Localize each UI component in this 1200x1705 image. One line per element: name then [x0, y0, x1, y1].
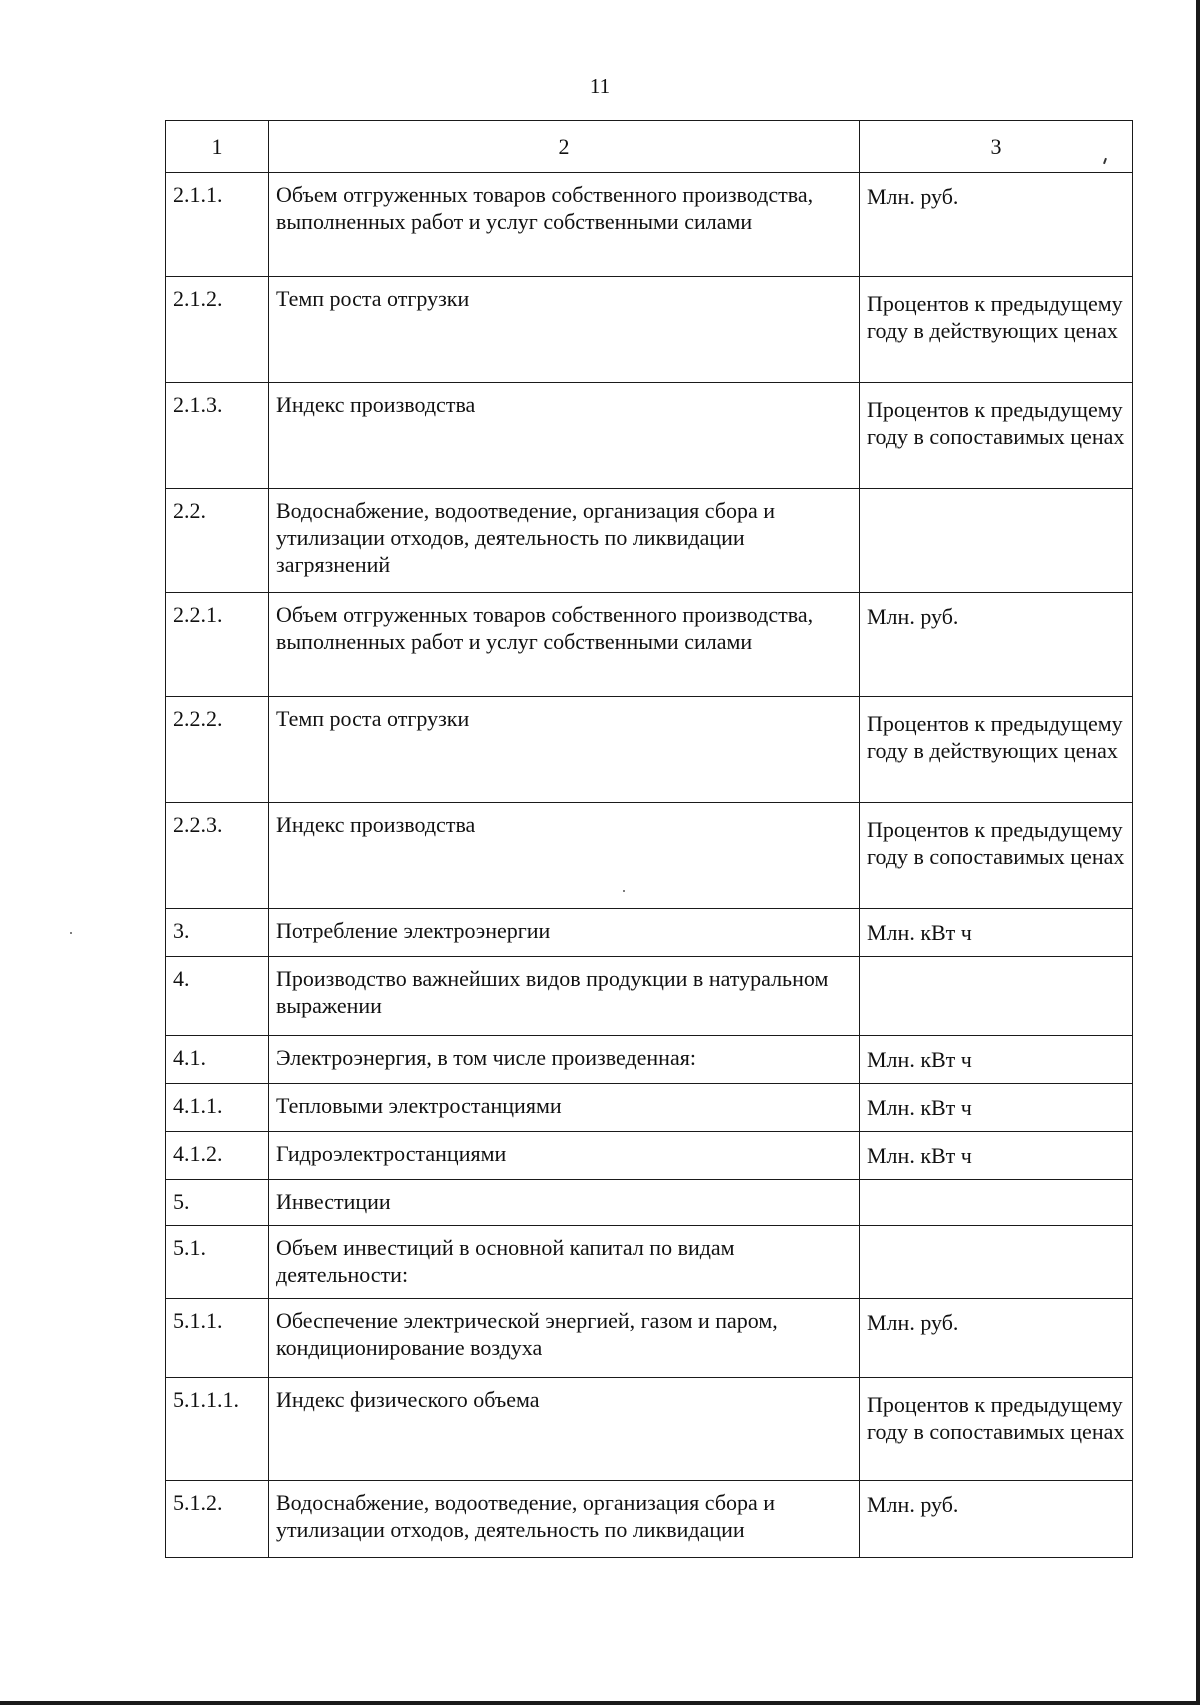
column-header: 2 — [269, 121, 860, 173]
table-row — [166, 1132, 1133, 1180]
row-indicator: Индекс производства — [269, 383, 860, 489]
page-edge-right — [1196, 0, 1200, 1705]
table-row — [166, 277, 1133, 383]
row-number: 2.1.3. — [166, 383, 269, 489]
row-indicator: Водоснабжение, водоотведение, организация сбора и утилизации отходов, деятельность по ликвидации — [269, 1481, 860, 1558]
row-indicator: Темп роста отгрузки — [269, 697, 860, 803]
row-unit: Процентов к предыдущему году в сопоставимых ценах — [860, 1378, 1133, 1481]
row-unit — [860, 1180, 1133, 1226]
row-indicator: Электроэнергия, в том числе произведенная: — [269, 1036, 860, 1084]
row-indicator: Объем инвестиций в основной капитал по видам деятельности: — [269, 1226, 860, 1299]
table-row — [166, 1481, 1133, 1558]
row-unit: Процентов к предыдущему году в сопоставимых ценах — [860, 803, 1133, 909]
page-edge-bottom — [0, 1701, 1200, 1705]
column-header: 3 — [860, 121, 1133, 173]
row-number: 2.2.3. — [166, 803, 269, 909]
table-row — [166, 1226, 1133, 1299]
row-number: 5.1.1.1. — [166, 1378, 269, 1481]
row-number: 3. — [166, 909, 269, 957]
row-indicator: Темп роста отгрузки — [269, 277, 860, 383]
row-unit: Млн. кВт ч — [860, 1132, 1133, 1180]
row-indicator: Обеспечение электрической энергией, газом и паром, кондиционирование воздуха — [269, 1299, 860, 1378]
row-unit: Млн. руб. — [860, 173, 1133, 277]
row-unit — [860, 489, 1133, 593]
row-number: 5. — [166, 1180, 269, 1226]
table-row — [166, 383, 1133, 489]
table-header-row — [166, 121, 1133, 173]
row-indicator: Гидроэлектростанциями — [269, 1132, 860, 1180]
row-indicator: Водоснабжение, водоотведение, организация сбора и утилизации отходов, деятельность по ликвидации загрязнений — [269, 489, 860, 593]
row-number: 4.1. — [166, 1036, 269, 1084]
row-indicator: Индекс производства — [269, 803, 860, 909]
row-unit: Млн. кВт ч — [860, 909, 1133, 957]
table-row — [166, 803, 1133, 909]
table-row — [166, 1299, 1133, 1378]
row-number: 5.1. — [166, 1226, 269, 1299]
row-number: 5.1.1. — [166, 1299, 269, 1378]
page-number: 11 — [589, 74, 611, 98]
row-unit: Млн. кВт ч — [860, 1036, 1133, 1084]
table-row — [166, 1180, 1133, 1226]
table-row — [166, 1036, 1133, 1084]
row-number: 2.1.1. — [166, 173, 269, 277]
column-header: 1 — [166, 121, 269, 173]
row-unit — [860, 957, 1133, 1036]
row-number: 2.1.2. — [166, 277, 269, 383]
row-unit: Процентов к предыдущему году в действующих ценах — [860, 697, 1133, 803]
row-unit: Процентов к предыдущему году в сопоставимых ценах — [860, 383, 1133, 489]
row-unit — [860, 1226, 1133, 1299]
table-row — [166, 909, 1133, 957]
row-number: 4.1.2. — [166, 1132, 269, 1180]
row-indicator: Потребление электроэнергии — [269, 909, 860, 957]
row-indicator: Объем отгруженных товаров собственного производства, выполненных работ и услуг собственными силами — [269, 173, 860, 277]
table-row — [166, 489, 1133, 593]
table-row — [166, 593, 1133, 697]
row-unit: Млн. руб. — [860, 1481, 1133, 1558]
row-number: 5.1.2. — [166, 1481, 269, 1558]
row-indicator: Объем отгруженных товаров собственного производства, выполненных работ и услуг собственными силами — [269, 593, 860, 697]
table-row — [166, 1378, 1133, 1481]
table-row — [166, 697, 1133, 803]
row-number: 4.1.1. — [166, 1084, 269, 1132]
row-indicator: Инвестиции — [269, 1180, 860, 1226]
table-row — [166, 957, 1133, 1036]
row-unit: Млн. руб. — [860, 593, 1133, 697]
row-unit: Млн. кВт ч — [860, 1084, 1133, 1132]
indicators-table — [165, 120, 1133, 1558]
row-number: 4. — [166, 957, 269, 1036]
table-row — [166, 173, 1133, 277]
row-unit: Млн. руб. — [860, 1299, 1133, 1378]
row-number: 2.2. — [166, 489, 269, 593]
row-number: 2.2.1. — [166, 593, 269, 697]
scan-speck — [70, 932, 72, 934]
row-indicator: Индекс физического объема — [269, 1378, 860, 1481]
row-indicator: Тепловыми электростанциями — [269, 1084, 860, 1132]
row-indicator: Производство важнейших видов продукции в натуральном выражении — [269, 957, 860, 1036]
row-unit: Процентов к предыдущему году в действующих ценах — [860, 277, 1133, 383]
table-row — [166, 1084, 1133, 1132]
row-number: 2.2.2. — [166, 697, 269, 803]
